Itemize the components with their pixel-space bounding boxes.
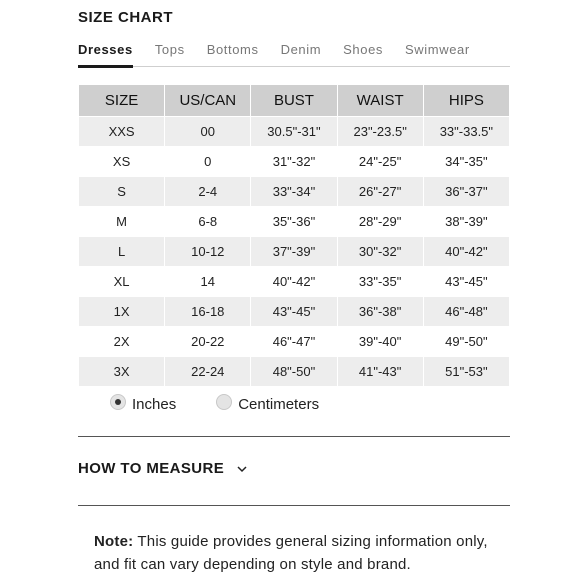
radio-selected-dot (115, 399, 121, 405)
cell-size: 1X (79, 297, 165, 327)
chevron-down-icon (236, 463, 248, 475)
cell-hips: 46"-48" (423, 297, 509, 327)
table-row (79, 237, 510, 267)
cell-bust: 35"-36" (251, 207, 337, 237)
cell-waist: 28"-29" (337, 207, 423, 237)
category-tabs (78, 42, 510, 67)
table-header-row (79, 85, 510, 117)
cell-waist: 33"-35" (337, 267, 423, 297)
header-hips: HIPS (423, 85, 509, 117)
cell-waist: 36"-38" (337, 297, 423, 327)
cell-waist: 41"-43" (337, 357, 423, 387)
cell-waist: 30"-32" (337, 237, 423, 267)
sizing-note (94, 530, 514, 576)
inches-label: Inches (132, 396, 177, 413)
cell-hips: 51"-53" (423, 357, 509, 387)
cell-bust: 37"-39" (251, 237, 337, 267)
cell-waist: 39"-40" (337, 327, 423, 357)
unit-selector (110, 396, 359, 413)
cell-waist: 26"-27" (337, 177, 423, 207)
divider-bottom (78, 505, 510, 506)
note-text: This guide provides general sizing information only, and fit can vary depending on style and brand. (94, 533, 488, 573)
divider-top (78, 436, 510, 437)
cell-hips: 43"-45" (423, 267, 509, 297)
cell-hips: 38"-39" (423, 207, 509, 237)
cell-bust: 40"-42" (251, 267, 337, 297)
centimeters-radio[interactable] (216, 394, 232, 410)
tab-denim[interactable]: Denim (280, 42, 322, 57)
cell-hips: 40"-42" (423, 237, 509, 267)
table-row (79, 327, 510, 357)
inches-option[interactable] (110, 396, 176, 413)
table-row (79, 357, 510, 387)
cell-size: 3X (79, 357, 165, 387)
cell-bust: 46"-47" (251, 327, 337, 357)
cell-size: 2X (79, 327, 165, 357)
centimeters-option[interactable] (216, 396, 319, 413)
cell-us-can: 0 (165, 147, 251, 177)
cell-size: M (79, 207, 165, 237)
cell-us-can: 2-4 (165, 177, 251, 207)
cell-us-can: 14 (165, 267, 251, 297)
inches-radio[interactable] (110, 394, 126, 410)
cell-bust: 48"-50" (251, 357, 337, 387)
cell-size: XS (79, 147, 165, 177)
cell-hips: 33"-33.5" (423, 117, 509, 147)
cell-bust: 31"-32" (251, 147, 337, 177)
cell-bust: 33"-34" (251, 177, 337, 207)
centimeters-label: Centimeters (238, 396, 320, 413)
cell-us-can: 16-18 (165, 297, 251, 327)
cell-size: XXS (79, 117, 165, 147)
tab-dresses[interactable]: Dresses (78, 42, 133, 68)
cell-size: S (79, 177, 165, 207)
tab-bottoms[interactable]: Bottoms (206, 42, 259, 57)
tab-tops[interactable]: Tops (154, 42, 185, 57)
header-waist: WAIST (337, 85, 423, 117)
cell-us-can: 20-22 (165, 327, 251, 357)
how-to-measure-label: HOW TO MEASURE (78, 460, 225, 477)
table-row (79, 147, 510, 177)
table-row (79, 177, 510, 207)
cell-waist: 24"-25" (337, 147, 423, 177)
cell-us-can: 22-24 (165, 357, 251, 387)
table-row (79, 297, 510, 327)
size-chart-table (78, 84, 510, 387)
tab-shoes[interactable]: Shoes (343, 42, 384, 57)
cell-hips: 49"-50" (423, 327, 509, 357)
how-to-measure-toggle[interactable] (78, 460, 248, 477)
note-label: Note: (94, 533, 134, 550)
cell-bust: 43"-45" (251, 297, 337, 327)
cell-us-can: 6-8 (165, 207, 251, 237)
cell-us-can: 00 (165, 117, 251, 147)
cell-hips: 36"-37" (423, 177, 509, 207)
tab-swimwear[interactable]: Swimwear (405, 42, 470, 57)
cell-size: XL (79, 267, 165, 297)
cell-hips: 34"-35" (423, 147, 509, 177)
cell-waist: 23"-23.5" (337, 117, 423, 147)
header-bust: BUST (251, 85, 337, 117)
table-row (79, 267, 510, 297)
header-us-can: US/CAN (165, 85, 251, 117)
table-row (79, 117, 510, 147)
cell-us-can: 10-12 (165, 237, 251, 267)
page-title: SIZE CHART (78, 9, 173, 26)
cell-bust: 30.5"-31" (251, 117, 337, 147)
cell-size: L (79, 237, 165, 267)
table-row (79, 207, 510, 237)
header-size: SIZE (79, 85, 165, 117)
